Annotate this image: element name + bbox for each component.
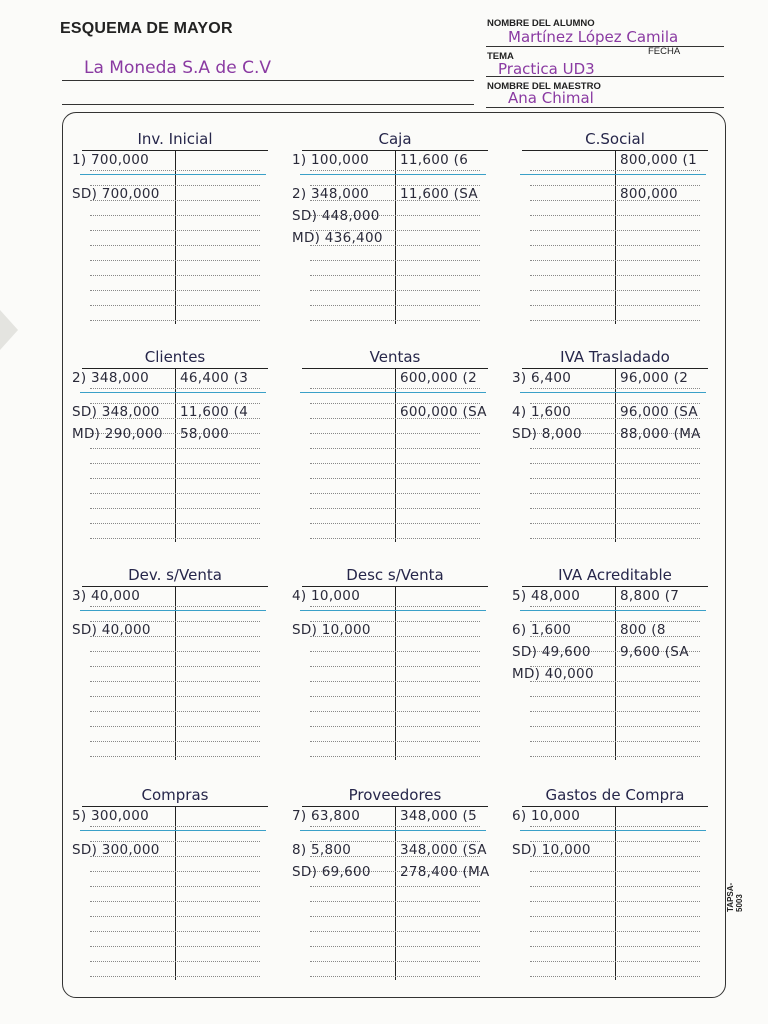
totals-underline <box>300 830 486 831</box>
credit-entry: 8,800 (7 <box>620 588 680 604</box>
account-title: Proveedores <box>348 786 442 804</box>
ruled-line <box>530 508 700 509</box>
ruled-line <box>530 478 700 479</box>
t-account <box>292 566 490 762</box>
credit-entry: 800 (8 <box>620 622 666 638</box>
account-title: IVA Trasladado <box>560 348 670 366</box>
ruled-line <box>530 215 700 216</box>
ruled-line <box>530 260 700 261</box>
ruled-line <box>310 696 480 697</box>
ruled-line <box>90 245 260 246</box>
form-title: ESQUEMA DE MAYOR <box>60 20 233 37</box>
ruled-line <box>310 726 480 727</box>
ruled-line <box>310 290 480 291</box>
ruled-line <box>90 305 260 306</box>
ruled-line <box>530 245 700 246</box>
credit-entry: 600,000 (SA <box>400 404 487 420</box>
t-vertical-line <box>395 150 396 324</box>
alumno-rule <box>486 46 724 47</box>
ruled-line <box>90 493 260 494</box>
t-vertical-line <box>175 368 176 542</box>
ruled-line <box>530 493 700 494</box>
credit-entry: 278,400 (MA <box>400 864 490 880</box>
ruled-line <box>90 711 260 712</box>
t-account <box>292 130 490 326</box>
ruled-line <box>530 290 700 291</box>
ruled-line <box>530 946 700 947</box>
debit-entry: SD) 700,000 <box>72 186 160 202</box>
ruled-line <box>530 523 700 524</box>
ruled-line <box>90 741 260 742</box>
debit-entry: SD) 40,000 <box>72 622 151 638</box>
account-title: Inv. Inicial <box>137 130 213 148</box>
totals-underline <box>520 610 706 611</box>
debit-entry: SD) 10,000 <box>292 622 371 638</box>
account-title: Gastos de Compra <box>545 786 685 804</box>
ruled-line <box>90 260 260 261</box>
ruled-line <box>310 741 480 742</box>
ruled-line <box>90 320 260 321</box>
binder-notch <box>0 310 18 350</box>
ruled-line <box>310 976 480 977</box>
ruled-line <box>310 826 480 827</box>
totals-underline <box>520 392 706 393</box>
ruled-line <box>530 538 700 539</box>
tema-value: Practica UD3 <box>498 60 595 78</box>
maestro-rule <box>486 107 724 108</box>
ruled-line <box>530 976 700 977</box>
ruled-line <box>90 886 260 887</box>
ruled-line <box>530 756 700 757</box>
ruled-line <box>90 976 260 977</box>
ruled-line <box>90 523 260 524</box>
ruled-line <box>530 463 700 464</box>
ruled-line <box>310 901 480 902</box>
debit-entry: SD) 8,000 <box>512 426 582 442</box>
ruled-line <box>530 726 700 727</box>
ruled-line <box>530 230 700 231</box>
ruled-line <box>310 305 480 306</box>
ruled-line <box>530 826 700 827</box>
ruled-line <box>90 538 260 539</box>
debit-entry: MD) 436,400 <box>292 230 383 246</box>
debit-entry: 5) 48,000 <box>512 588 581 604</box>
totals-underline <box>520 174 706 175</box>
credit-entry: 11,600 (SA <box>400 186 478 202</box>
totals-underline <box>80 392 266 393</box>
ruled-line <box>90 901 260 902</box>
ruled-line <box>90 681 260 682</box>
ruled-line <box>530 696 700 697</box>
form-code: TAPSA-5003 <box>726 882 744 912</box>
credit-entry: 96,000 (SA <box>620 404 698 420</box>
ruled-line <box>90 651 260 652</box>
debit-entry: SD) 448,000 <box>292 208 380 224</box>
ruled-line <box>310 508 480 509</box>
t-account <box>512 348 710 544</box>
ruled-line <box>90 170 260 171</box>
ruled-line <box>310 275 480 276</box>
t-account <box>72 786 270 982</box>
totals-underline <box>80 174 266 175</box>
debit-entry: 2) 348,000 <box>72 370 149 386</box>
tema-label: TEMA <box>487 51 514 62</box>
ruled-line <box>310 711 480 712</box>
ruled-line <box>90 916 260 917</box>
t-account <box>72 348 270 544</box>
ruled-line <box>310 433 480 434</box>
credit-entry: 600,000 (2 <box>400 370 477 386</box>
debit-entry: 6) 10,000 <box>512 808 581 824</box>
ruled-line <box>310 886 480 887</box>
totals-underline <box>300 392 486 393</box>
t-vertical-line <box>395 806 396 980</box>
ruled-line <box>530 931 700 932</box>
credit-entry: 348,000 (5 <box>400 808 477 824</box>
debit-entry: SD) 49,600 <box>512 644 591 660</box>
totals-underline <box>300 174 486 175</box>
ruled-line <box>530 320 700 321</box>
t-vertical-line <box>615 368 616 542</box>
t-account <box>72 130 270 326</box>
t-vertical-line <box>175 806 176 980</box>
ruled-line <box>90 230 260 231</box>
debit-entry: 4) 10,000 <box>292 588 361 604</box>
ruled-line <box>530 711 700 712</box>
debit-entry: MD) 40,000 <box>512 666 594 682</box>
t-vertical-line <box>175 150 176 324</box>
credit-entry: 11,600 (6 <box>400 152 469 168</box>
ruled-line <box>530 901 700 902</box>
credit-entry: 11,600 (4 <box>180 404 249 420</box>
ruled-line <box>530 871 700 872</box>
ruled-line <box>530 886 700 887</box>
t-vertical-line <box>395 368 396 542</box>
ruled-line <box>310 538 480 539</box>
ruled-line <box>310 448 480 449</box>
ruled-line <box>530 170 700 171</box>
debit-entry: SD) 69,600 <box>292 864 371 880</box>
debit-entry: 6) 1,600 <box>512 622 572 638</box>
debit-entry: 8) 5,800 <box>292 842 352 858</box>
t-vertical-line <box>395 586 396 760</box>
credit-entry: 9,600 (SA <box>620 644 689 660</box>
ruled-line <box>530 275 700 276</box>
account-title: Desc s/Venta <box>346 566 444 584</box>
ruled-line <box>90 290 260 291</box>
totals-underline <box>520 830 706 831</box>
account-title: Compras <box>141 786 209 804</box>
t-account <box>512 566 710 762</box>
ruled-line <box>90 215 260 216</box>
ruled-line <box>90 508 260 509</box>
credit-entry: 96,000 (2 <box>620 370 689 386</box>
debit-entry: 4) 1,600 <box>512 404 572 420</box>
account-title: Clientes <box>144 348 206 366</box>
debit-entry: 3) 40,000 <box>72 588 141 604</box>
t-vertical-line <box>175 586 176 760</box>
ruled-line <box>530 961 700 962</box>
alumno-value: Martínez López Camila <box>508 28 679 46</box>
ruled-line <box>310 961 480 962</box>
ruled-line <box>90 826 260 827</box>
ruled-line <box>310 946 480 947</box>
account-title: Dev. s/Venta <box>128 566 222 584</box>
company-rule <box>62 80 474 81</box>
ruled-line <box>310 523 480 524</box>
credit-entry: 58,000 <box>180 426 230 442</box>
debit-entry: 1) 100,000 <box>292 152 369 168</box>
ruled-line <box>90 666 260 667</box>
debit-entry: 5) 300,000 <box>72 808 149 824</box>
tema-rule <box>486 76 724 77</box>
totals-underline <box>300 610 486 611</box>
company-name: La Moneda S.A de C.V <box>84 58 271 78</box>
ruled-line <box>530 388 700 389</box>
fecha-label: FECHA <box>648 46 681 57</box>
header-rule <box>62 104 474 105</box>
t-account <box>72 566 270 762</box>
credit-entry: 800,000 <box>620 186 678 202</box>
credit-entry: 46,400 (3 <box>180 370 249 386</box>
debit-entry: 1) 700,000 <box>72 152 149 168</box>
ruled-line <box>530 448 700 449</box>
ruled-line <box>310 388 480 389</box>
ruled-line <box>310 606 480 607</box>
ruled-line <box>310 651 480 652</box>
t-account <box>512 786 710 982</box>
t-vertical-line <box>615 806 616 980</box>
account-title: C.Social <box>585 130 645 148</box>
debit-entry: MD) 290,000 <box>72 426 163 442</box>
debit-entry: 7) 63,800 <box>292 808 361 824</box>
ruled-line <box>90 931 260 932</box>
ruled-line <box>310 931 480 932</box>
account-title: Ventas <box>369 348 421 366</box>
ruled-line <box>90 946 260 947</box>
ruled-line <box>310 320 480 321</box>
debit-entry: SD) 10,000 <box>512 842 591 858</box>
ruled-line <box>90 756 260 757</box>
ruled-line <box>530 741 700 742</box>
debit-entry: 3) 6,400 <box>512 370 572 386</box>
debit-entry: SD) 300,000 <box>72 842 160 858</box>
credit-entry: 800,000 (1 <box>620 152 697 168</box>
t-vertical-line <box>615 586 616 760</box>
credit-entry: 348,000 (SA <box>400 842 487 858</box>
credit-entry: 88,000 (MA <box>620 426 701 442</box>
ruled-line <box>310 463 480 464</box>
account-title: Caja <box>378 130 412 148</box>
t-account <box>292 786 490 982</box>
ruled-line <box>530 606 700 607</box>
ruled-line <box>90 696 260 697</box>
totals-underline <box>80 830 266 831</box>
ruled-line <box>310 666 480 667</box>
ruled-line <box>90 463 260 464</box>
totals-underline <box>80 610 266 611</box>
maestro-label: NOMBRE DEL MAESTRO <box>487 81 601 92</box>
ruled-line <box>310 681 480 682</box>
debit-entry: SD) 348,000 <box>72 404 160 420</box>
t-vertical-line <box>615 150 616 324</box>
ruled-line <box>90 871 260 872</box>
ruled-line <box>90 448 260 449</box>
account-title: IVA Acreditable <box>558 566 672 584</box>
debit-entry: 2) 348,000 <box>292 186 369 202</box>
ruled-line <box>530 305 700 306</box>
t-account <box>300 348 490 544</box>
ruled-line <box>530 916 700 917</box>
maestro-value: Ana Chimal <box>508 89 594 107</box>
ruled-line <box>90 388 260 389</box>
ruled-line <box>310 756 480 757</box>
ruled-line <box>90 961 260 962</box>
t-account <box>520 130 710 326</box>
ruled-line <box>310 493 480 494</box>
ruled-line <box>90 275 260 276</box>
ruled-line <box>310 478 480 479</box>
ruled-line <box>310 260 480 261</box>
alumno-label: NOMBRE DEL ALUMNO <box>487 18 595 29</box>
ruled-line <box>310 916 480 917</box>
ruled-line <box>90 726 260 727</box>
ruled-line <box>90 478 260 479</box>
ruled-line <box>310 170 480 171</box>
ruled-line <box>90 606 260 607</box>
